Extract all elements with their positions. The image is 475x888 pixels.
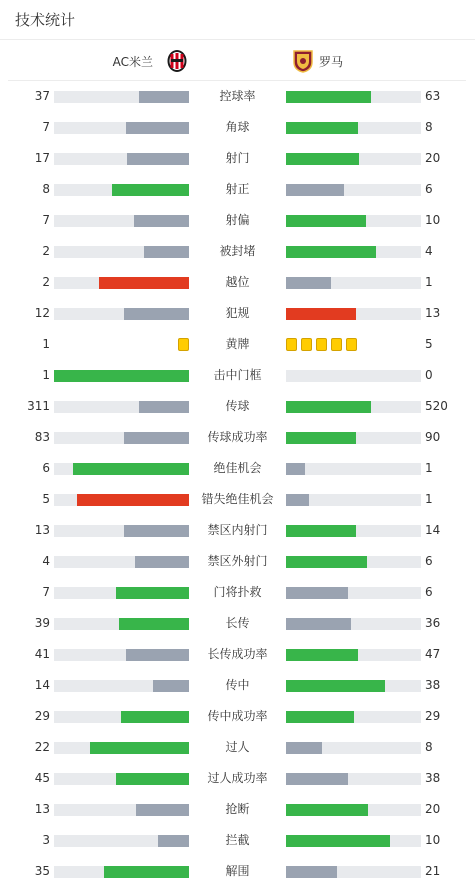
home-bar-track [54, 122, 189, 134]
stat-row [0, 515, 475, 546]
home-value: 45 [34, 771, 50, 785]
away-value: 38 [425, 678, 441, 692]
stat-label: 禁区内射门 [207, 523, 268, 537]
away-bar-fill [286, 401, 371, 413]
stat-label: 错失绝佳机会 [201, 492, 274, 506]
stat-row [0, 701, 475, 732]
away-bar-fill [286, 153, 359, 165]
home-team-name: AC米兰 [112, 55, 153, 69]
stat-label: 控球率 [219, 89, 256, 103]
home-bar-fill [134, 215, 189, 227]
stat-row [0, 670, 475, 701]
away-bar-track [286, 494, 421, 506]
home-bar-track [54, 432, 189, 444]
home-value: 14 [34, 678, 50, 692]
away-bar-fill [286, 308, 356, 320]
away-value: 6 [425, 182, 433, 196]
stat-label: 门将扑救 [213, 585, 262, 599]
away-bar-fill [286, 277, 331, 289]
stat-label: 解围 [225, 864, 250, 878]
home-bar-track [54, 680, 189, 692]
home-bar-track [54, 494, 189, 506]
home-bar-fill [158, 835, 189, 847]
home-bar-track [54, 835, 189, 847]
stat-label: 射门 [225, 151, 250, 165]
away-bar-fill [286, 215, 366, 227]
home-bar-fill [124, 525, 189, 537]
home-yellow-cards [174, 338, 189, 351]
home-value: 1 [42, 368, 50, 382]
away-value: 1 [425, 492, 433, 506]
away-bar-track [286, 804, 421, 816]
home-value: 17 [34, 151, 50, 165]
away-bar-track [286, 463, 421, 475]
away-value: 21 [425, 864, 441, 878]
home-value: 39 [34, 616, 50, 630]
away-bar-track [286, 556, 421, 568]
home-bar-fill [54, 370, 189, 382]
stat-label: 过人 [225, 740, 250, 754]
stat-label: 长传成功率 [207, 647, 268, 661]
stat-row [0, 81, 475, 112]
stat-row [0, 453, 475, 484]
yellow-card-icon [331, 338, 342, 351]
stat-label: 射偏 [225, 213, 250, 227]
home-bar-track [54, 587, 189, 599]
stat-row [0, 794, 475, 825]
home-bar-track [54, 184, 189, 196]
home-bar-fill [121, 711, 189, 723]
away-value: 8 [425, 740, 433, 754]
away-team-name: 罗马 [319, 55, 344, 69]
away-bar-fill [286, 804, 368, 816]
home-value: 8 [42, 182, 50, 196]
away-bar-track [286, 184, 421, 196]
away-value: 29 [425, 709, 441, 723]
home-bar-track [54, 308, 189, 320]
as-roma-logo-icon [292, 49, 314, 73]
away-value: 63 [425, 89, 441, 103]
away-bar-track [286, 308, 421, 320]
stat-row [0, 546, 475, 577]
away-value: 6 [425, 554, 433, 568]
away-value: 0 [425, 368, 433, 382]
stats-header [0, 0, 475, 40]
stat-row [0, 236, 475, 267]
stat-label: 传中成功率 [207, 709, 268, 723]
away-bar-track [286, 525, 421, 537]
home-bar-track [54, 556, 189, 568]
away-bar-fill [286, 122, 358, 134]
away-bar-fill [286, 556, 367, 568]
home-bar-track [54, 773, 189, 785]
home-bar-track [54, 401, 189, 413]
stat-row [0, 329, 475, 360]
away-bar-track [286, 153, 421, 165]
home-bar-fill [116, 773, 189, 785]
stat-label: 击中门框 [213, 368, 262, 382]
away-value: 10 [425, 833, 441, 847]
home-bar-fill [136, 804, 189, 816]
away-value: 4 [425, 244, 433, 258]
away-bar-track [286, 742, 421, 754]
away-bar-track [286, 91, 421, 103]
away-bar-track [286, 649, 421, 661]
home-bar-track [54, 215, 189, 227]
stat-row [0, 143, 475, 174]
home-bar-track [54, 463, 189, 475]
home-bar-track [54, 618, 189, 630]
stat-label: 角球 [225, 120, 250, 134]
away-value: 20 [425, 151, 441, 165]
away-bar-fill [286, 432, 356, 444]
home-bar-track [54, 91, 189, 103]
stat-label: 射正 [225, 182, 250, 196]
stat-row [0, 825, 475, 856]
home-bar-track [54, 525, 189, 537]
home-value: 2 [42, 244, 50, 258]
away-bar-track [286, 277, 421, 289]
away-value: 8 [425, 120, 433, 134]
home-value: 6 [42, 461, 50, 475]
home-value: 37 [34, 89, 50, 103]
away-bar-fill [286, 711, 354, 723]
away-bar-fill [286, 866, 337, 878]
home-bar-fill [139, 401, 189, 413]
home-value: 311 [27, 399, 50, 413]
home-bar-fill [153, 680, 189, 692]
home-value: 29 [34, 709, 50, 723]
home-bar-fill [124, 432, 189, 444]
home-value: 2 [42, 275, 50, 289]
away-bar-fill [286, 525, 356, 537]
home-bar-fill [99, 277, 189, 289]
stat-row [0, 763, 475, 794]
away-bar-track [286, 401, 421, 413]
home-bar-track [54, 153, 189, 165]
away-bar-track [286, 370, 421, 382]
away-bar-track [286, 246, 421, 258]
home-bar-track [54, 742, 189, 754]
stat-label: 传球成功率 [207, 430, 268, 444]
home-value: 41 [34, 647, 50, 661]
home-bar-fill [119, 618, 189, 630]
home-value: 3 [42, 833, 50, 847]
home-bar-fill [116, 587, 189, 599]
home-bar-track [54, 246, 189, 258]
yellow-card-icon [178, 338, 189, 351]
stat-row [0, 639, 475, 670]
home-value: 7 [42, 213, 50, 227]
away-value: 10 [425, 213, 441, 227]
home-bar-track [54, 370, 189, 382]
ac-milan-logo-icon [166, 49, 188, 73]
home-bar-fill [124, 308, 189, 320]
stat-label: 传中 [225, 678, 250, 692]
away-bar-fill [286, 463, 305, 475]
home-bar-fill [126, 649, 189, 661]
stat-label: 越位 [225, 275, 250, 289]
yellow-card-icon [301, 338, 312, 351]
home-value: 13 [34, 523, 50, 537]
away-value: 47 [425, 647, 441, 661]
away-value: 1 [425, 275, 433, 289]
home-bar-track [54, 866, 189, 878]
home-bar-fill [139, 91, 189, 103]
home-bar-track [54, 711, 189, 723]
home-value: 83 [34, 430, 50, 444]
home-bar-fill [144, 246, 189, 258]
stat-label: 被封堵 [219, 244, 256, 258]
away-value: 90 [425, 430, 441, 444]
stat-row [0, 577, 475, 608]
away-value: 6 [425, 585, 433, 599]
away-bar-track [286, 432, 421, 444]
home-bar-track [54, 649, 189, 661]
away-value: 5 [425, 337, 433, 351]
away-bar-fill [286, 835, 390, 847]
away-bar-track [286, 711, 421, 723]
stat-label: 黄牌 [225, 337, 250, 351]
away-value: 13 [425, 306, 441, 320]
home-bar-fill [90, 742, 189, 754]
stat-label: 长传 [225, 616, 250, 630]
away-bar-fill [286, 742, 322, 754]
away-bar-fill [286, 184, 344, 196]
yellow-card-icon [316, 338, 327, 351]
stat-row [0, 484, 475, 515]
home-bar-fill [77, 494, 189, 506]
home-value: 1 [42, 337, 50, 351]
away-value: 20 [425, 802, 441, 816]
home-value: 12 [34, 306, 50, 320]
stat-row [0, 422, 475, 453]
home-bar-track [54, 804, 189, 816]
away-bar-track [286, 618, 421, 630]
stat-label: 犯规 [225, 306, 250, 320]
stat-row [0, 267, 475, 298]
home-bar-fill [104, 866, 189, 878]
stat-row [0, 205, 475, 236]
home-value: 4 [42, 554, 50, 568]
stat-label: 抢断 [225, 802, 250, 816]
stat-row [0, 391, 475, 422]
away-bar-fill [286, 91, 371, 103]
home-bar-fill [112, 184, 189, 196]
stat-label: 传球 [225, 399, 250, 413]
home-value: 7 [42, 585, 50, 599]
stat-row [0, 856, 475, 887]
stat-row [0, 360, 475, 391]
stat-label: 禁区外射门 [207, 554, 268, 568]
yellow-card-icon [286, 338, 297, 351]
home-value: 5 [42, 492, 50, 506]
home-value: 22 [34, 740, 50, 754]
home-bar-fill [135, 556, 189, 568]
away-bar-fill [286, 773, 348, 785]
away-bar-track [286, 866, 421, 878]
away-bar-fill [286, 618, 351, 630]
away-value: 36 [425, 616, 441, 630]
away-bar-fill [286, 680, 385, 692]
teams-bar [8, 41, 466, 81]
away-bar-fill [286, 649, 358, 661]
away-bar-track [286, 835, 421, 847]
away-bar-track [286, 587, 421, 599]
away-bar-track [286, 773, 421, 785]
page-title: 技术统计 [15, 11, 76, 29]
yellow-card-icon [346, 338, 357, 351]
stat-label: 拦截 [225, 833, 250, 847]
away-value: 520 [425, 399, 448, 413]
home-value: 13 [34, 802, 50, 816]
home-value: 7 [42, 120, 50, 134]
stat-row [0, 174, 475, 205]
away-bar-track [286, 122, 421, 134]
home-bar-fill [126, 122, 189, 134]
home-bar-track [54, 277, 189, 289]
home-bar-fill [127, 153, 189, 165]
stat-row [0, 298, 475, 329]
stat-row [0, 732, 475, 763]
away-bar-fill [286, 587, 348, 599]
away-bar-fill [286, 494, 309, 506]
stat-row [0, 112, 475, 143]
away-bar-track [286, 215, 421, 227]
away-value: 1 [425, 461, 433, 475]
stat-row [0, 608, 475, 639]
home-bar-fill [73, 463, 189, 475]
away-bar-fill [286, 246, 376, 258]
home-value: 35 [34, 864, 50, 878]
away-value: 38 [425, 771, 441, 785]
stat-label: 绝佳机会 [213, 461, 262, 475]
away-yellow-cards [286, 338, 361, 351]
away-value: 14 [425, 523, 441, 537]
stat-label: 过人成功率 [207, 771, 268, 785]
away-bar-track [286, 680, 421, 692]
